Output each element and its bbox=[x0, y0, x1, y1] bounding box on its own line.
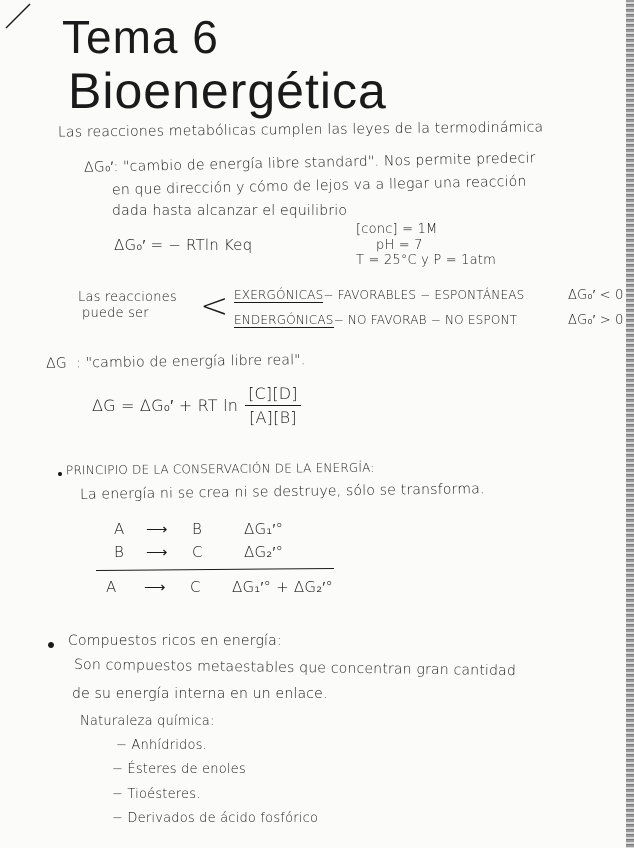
endergonic-row bbox=[234, 313, 517, 327]
dg0-definition-line-1 bbox=[84, 149, 536, 175]
compounds-title: Compuestos ricos en energía: bbox=[68, 633, 282, 649]
reactions-lead-1: Las reacciones bbox=[78, 290, 177, 305]
dg0-definition: : "cambio de energía libre standard". Nos permite predecir bbox=[113, 150, 536, 176]
reaction-1-arrow: ⟶ bbox=[146, 520, 168, 538]
sum-rule bbox=[96, 568, 334, 571]
exergonic-label: EXERGÓNICAS bbox=[234, 288, 324, 302]
dg-fraction bbox=[244, 384, 302, 427]
compounds-nature: Naturaleza química: bbox=[80, 714, 215, 729]
page-edge-shadow bbox=[626, 0, 634, 848]
compounds-line-1: Son compuestos metaestables que concentran gran cantidad bbox=[73, 656, 517, 680]
dg-equation bbox=[92, 384, 302, 427]
compound-item-2: − Ésteres de enoles bbox=[112, 762, 246, 777]
reactions-brace: < bbox=[200, 286, 229, 326]
dg0-definition-line-3: dada hasta alcanzar el equilibrio bbox=[112, 203, 348, 219]
exergonic-condition: ΔG₀′ < 0 bbox=[568, 288, 624, 303]
reactions-lead-2: puede ser bbox=[82, 306, 149, 321]
dg-numerator: [C][D] bbox=[248, 384, 298, 403]
dg0-equation: ΔG₀′ = − RTln Keq bbox=[114, 236, 253, 254]
reaction-2-from: B bbox=[114, 543, 125, 561]
reaction-1-from: A bbox=[114, 520, 125, 538]
principle-bullet bbox=[58, 472, 62, 476]
reaction-total-to: C bbox=[190, 578, 201, 596]
reaction-row-1 bbox=[114, 520, 283, 538]
dg0-label: ΔG₀′ bbox=[83, 159, 114, 176]
compound-item-4: − Derivados de ácido fosfórico bbox=[112, 811, 319, 826]
reaction-total-row bbox=[106, 578, 333, 596]
dg0-definition-line-2: en que dirección y cómo de lejos va a llegar una reacción bbox=[111, 173, 527, 199]
endergonic-label: ENDERGÓNICAS bbox=[234, 313, 334, 327]
compound-item-1: − Anhídridos. bbox=[116, 738, 207, 753]
page-title: Tema 6 bbox=[62, 11, 219, 63]
reaction-2-to: C bbox=[192, 543, 203, 561]
reaction-total-from: A bbox=[106, 578, 117, 596]
reaction-1-to: B bbox=[192, 520, 203, 538]
exergonic-properties: − FAVORABLES − ESPONTÁNEAS bbox=[323, 288, 525, 302]
intro-text: Las reacciones metabólicas cumplen las leyes de la termodinámica bbox=[57, 119, 544, 141]
page-subtitle: Bioenergética bbox=[68, 63, 387, 119]
compounds-bullet bbox=[48, 642, 54, 648]
reaction-2-arrow: ⟶ bbox=[146, 543, 168, 561]
reaction-2-dg: ΔG₂′° bbox=[244, 543, 284, 561]
exergonic-row bbox=[234, 288, 524, 302]
corner-mark bbox=[0, 0, 40, 32]
endergonic-condition: ΔG₀′ > 0 bbox=[568, 313, 624, 328]
compounds-line-2: de su energía interna en un enlace. bbox=[72, 686, 328, 702]
reaction-row-2 bbox=[114, 543, 283, 561]
condition-concentration: [conc] = 1M bbox=[356, 222, 438, 237]
condition-ph: pH = 7 bbox=[376, 238, 423, 253]
dg-definition: : "cambio de energía libre real". bbox=[76, 352, 306, 372]
reaction-total-arrow: ⟶ bbox=[144, 578, 166, 596]
compound-item-3: − Tioésteres. bbox=[112, 787, 201, 802]
principle-title: PRINCIPIO DE LA CONSERVACIÓN DE LA ENERGÍA: bbox=[65, 460, 375, 478]
principle-text: La energía ni se crea ni se destruye, sólo se transforma. bbox=[79, 481, 485, 503]
reaction-1-dg: ΔG₁′° bbox=[244, 520, 284, 538]
dg-label: ΔG bbox=[45, 355, 67, 372]
dg-equation-left: ΔG = ΔG₀′ + RT ln bbox=[92, 395, 239, 415]
reaction-total-dg: ΔG₁′° + ΔG₂′° bbox=[232, 578, 334, 596]
dg-definition-row bbox=[46, 352, 306, 372]
endergonic-properties: − NO FAVORAB − NO ESPONT bbox=[333, 313, 518, 327]
dg-denominator: [A][B] bbox=[245, 405, 301, 427]
condition-temp-pressure: T = 25°C y P = 1atm bbox=[356, 253, 496, 268]
